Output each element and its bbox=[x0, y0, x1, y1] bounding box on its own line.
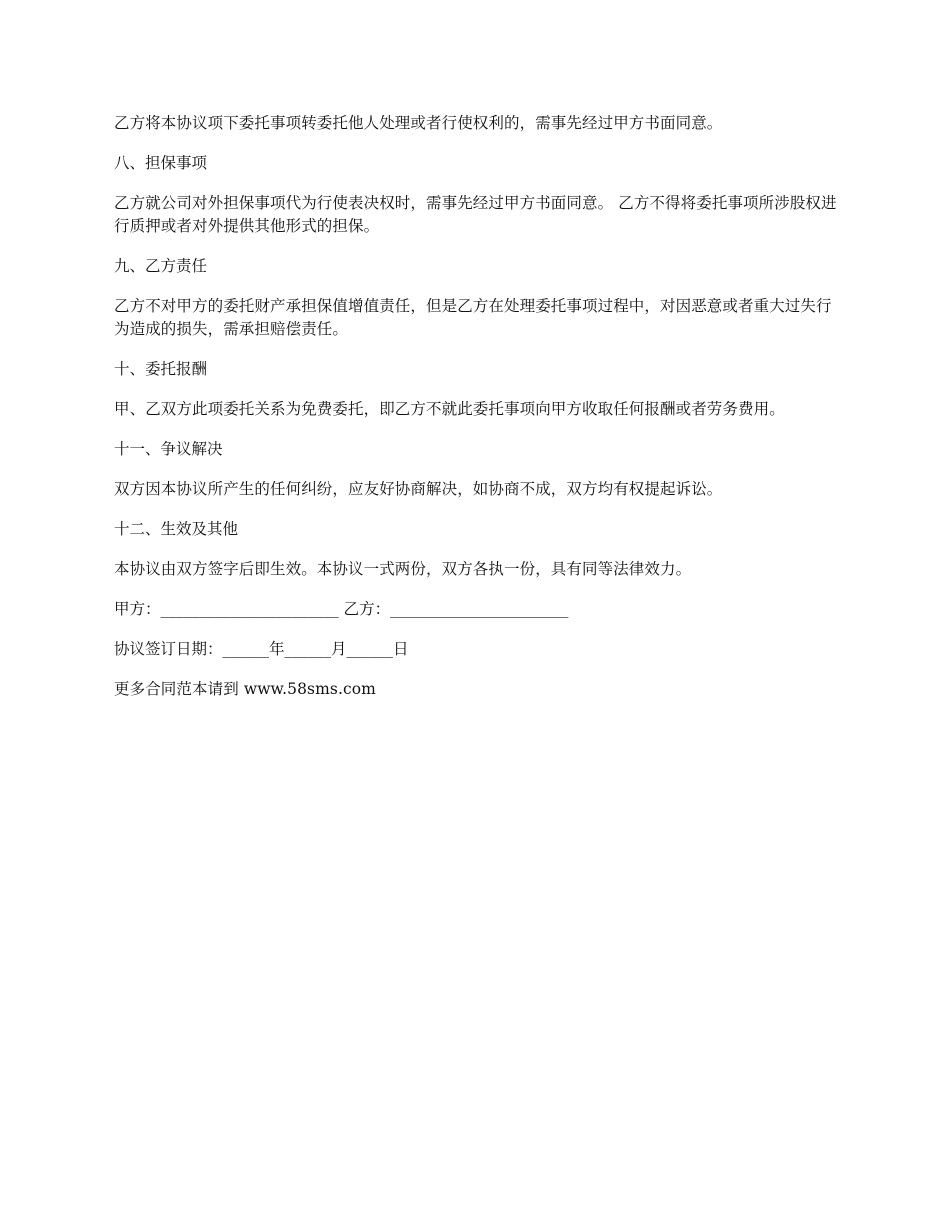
clause-8-heading: 八、担保事项 bbox=[114, 154, 208, 172]
clause-10-paragraph: 甲、乙双方此项委托关系为免费委托，即乙方不就此委托事项向甲方收取任何报酬或者劳务费用。 bbox=[114, 400, 785, 418]
clause-8-paragraph: 乙方就公司对外担保事项代为行使表决权时，需事先经过甲方书面同意。 乙方不得将委托事项所涉股权进行质押或者对外提供其他形式的担保。 bbox=[114, 194, 837, 235]
signing-date-line: 协议签订日期：______年______月______日 bbox=[114, 640, 409, 658]
clause-12-heading: 十二、生效及其他 bbox=[114, 520, 239, 538]
clause-10-heading: 十、委托报酬 bbox=[114, 360, 208, 378]
footer-note: 更多合同范本请到 www.58sms.com bbox=[114, 680, 376, 698]
clause-11-heading: 十一、争议解决 bbox=[114, 440, 223, 458]
document-page bbox=[114, 112, 842, 718]
signature-line: 甲方：_______________________ 乙方：_______________________ bbox=[114, 600, 569, 618]
clause-12-paragraph: 本协议由双方签字后即生效。本协议一式两份，双方各执一份，具有同等法律效力。 bbox=[114, 560, 692, 578]
clause-11-paragraph: 双方因本协议所产生的任何纠纷，应友好协商解决，如协商不成，双方均有权提起诉讼。 bbox=[114, 480, 723, 498]
clause-7-paragraph: 乙方将本协议项下委托事项转委托他人处理或者行使权利的，需事先经过甲方书面同意。 bbox=[114, 114, 723, 132]
clause-9-paragraph: 乙方不对甲方的委托财产承担保值增值责任，但是乙方在处理委托事项过程中，对因恶意或者重大过失行为造成的损失，需承担赔偿责任。 bbox=[114, 297, 832, 338]
clause-9-heading: 九、乙方责任 bbox=[114, 257, 208, 275]
